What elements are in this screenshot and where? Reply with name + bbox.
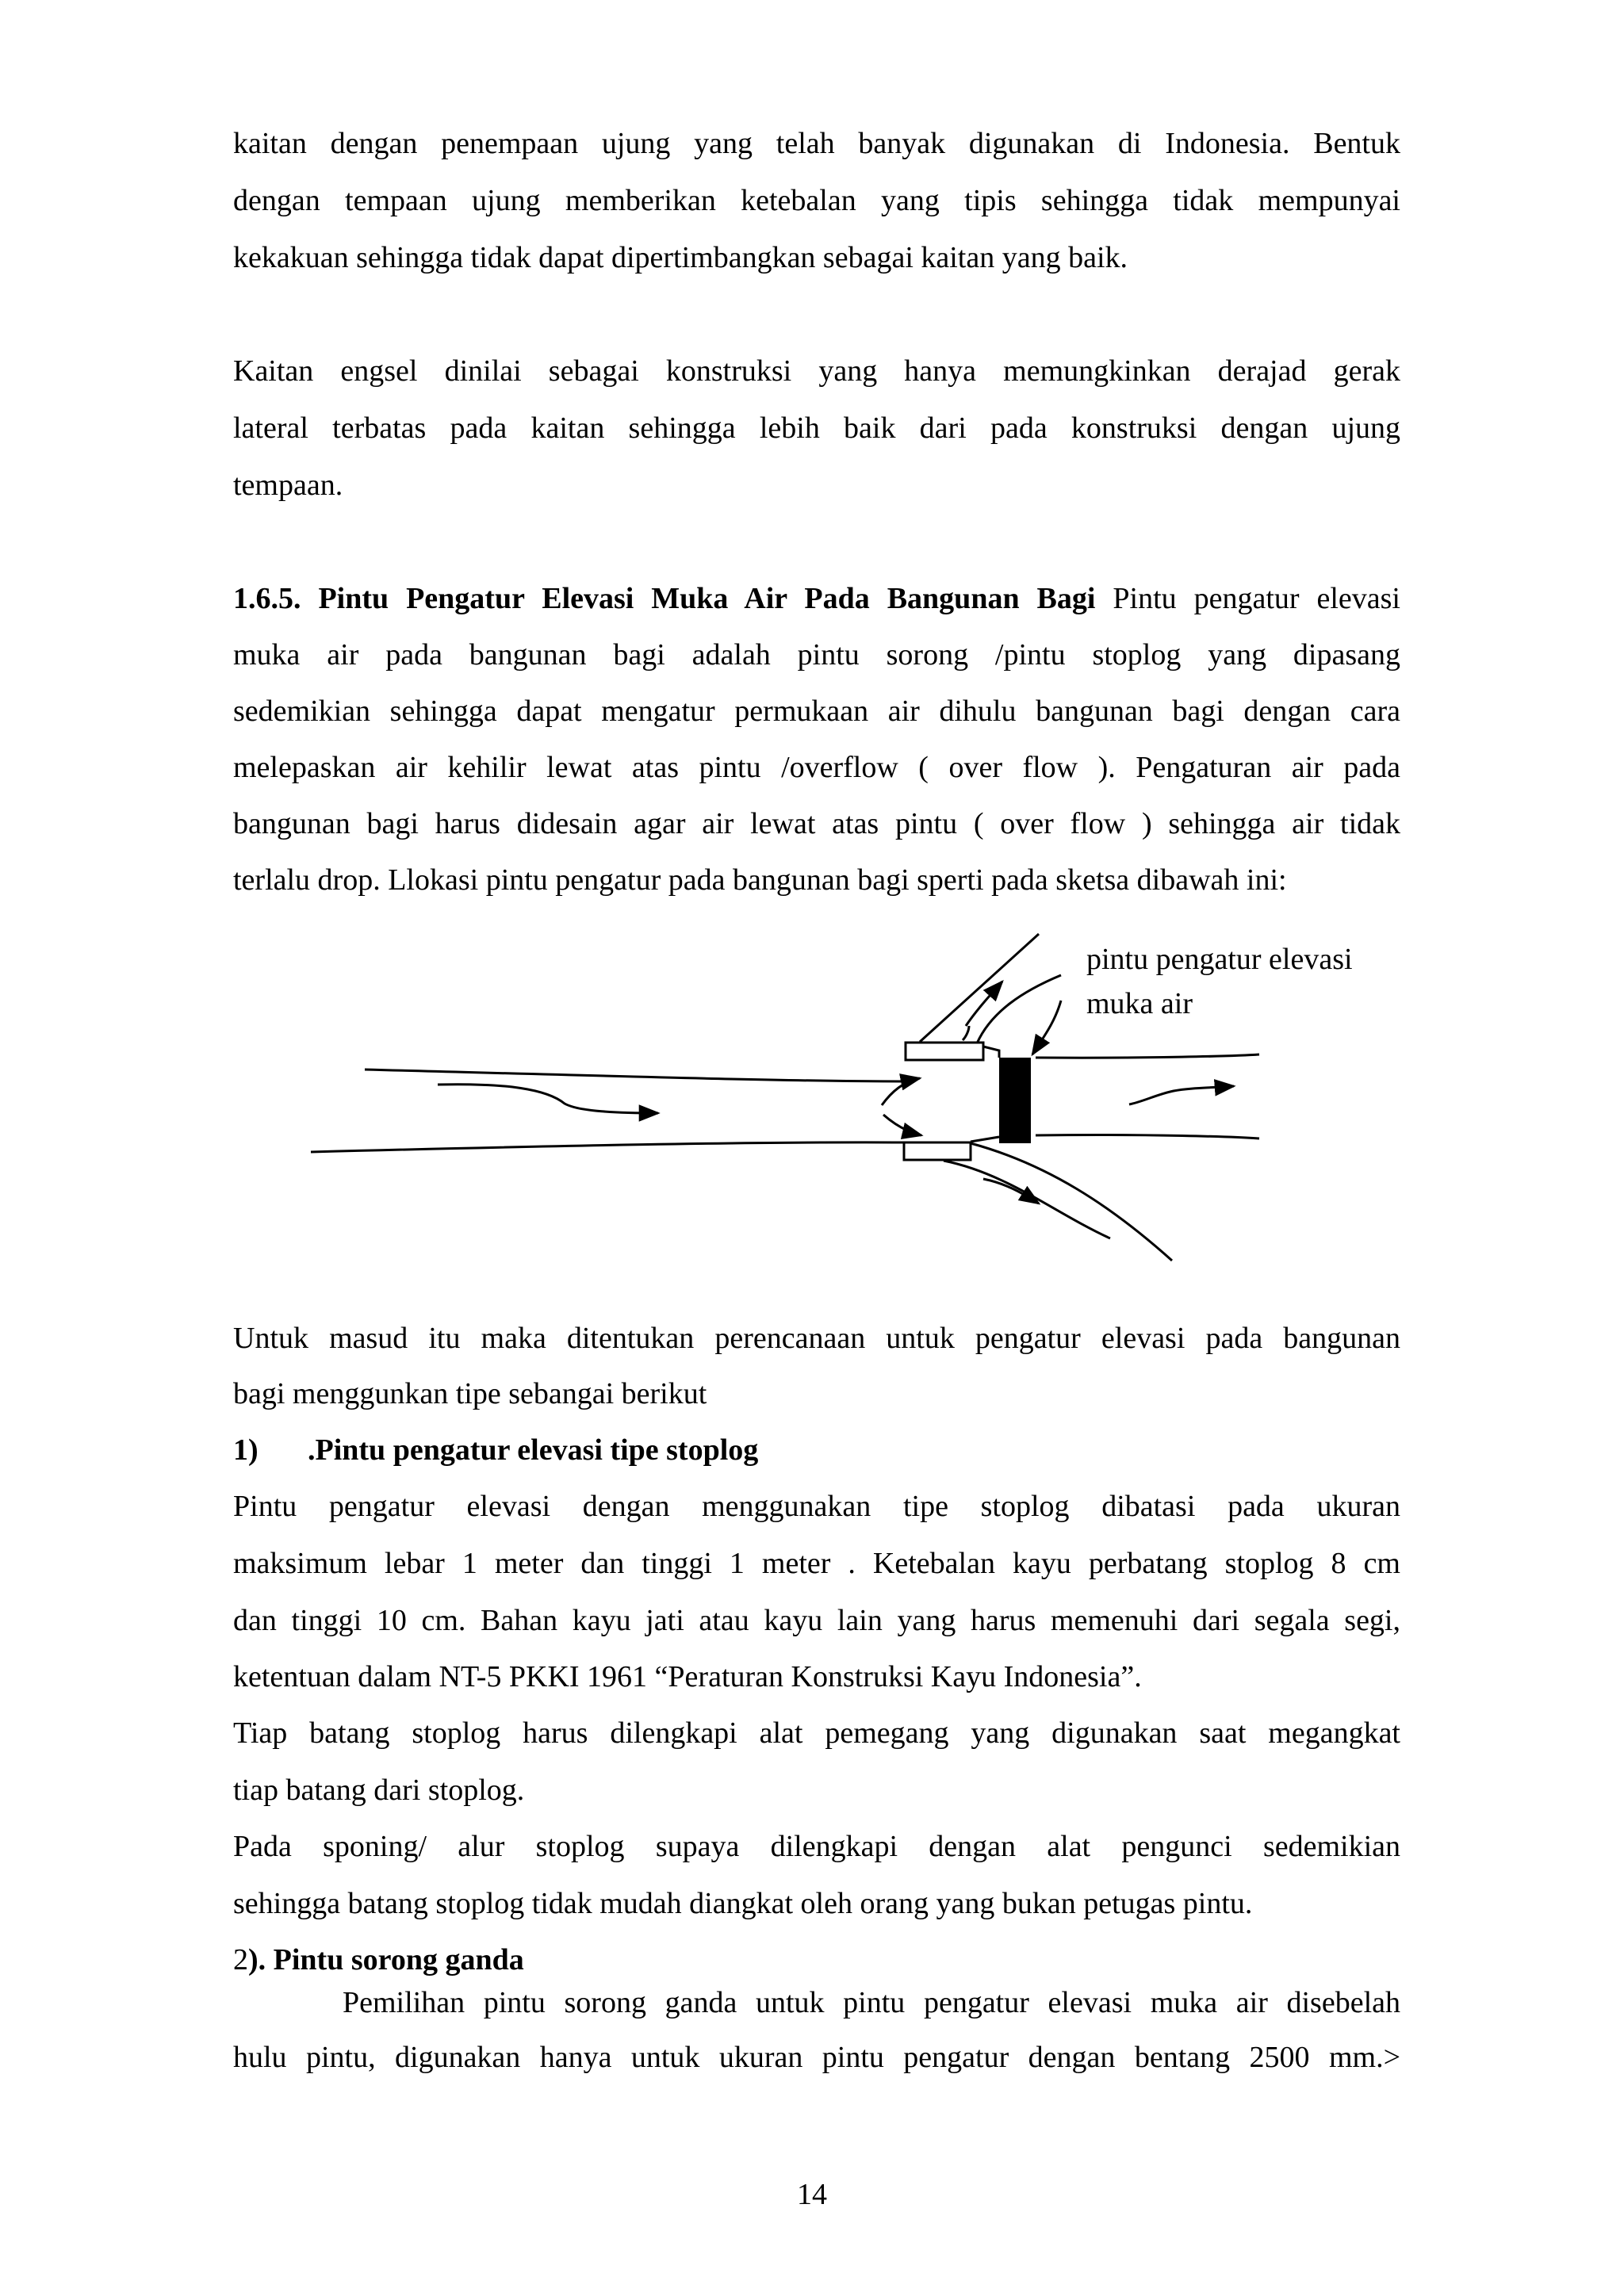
item-1-heading [233,1422,1400,1479]
page-number: 14 [797,2178,827,2211]
main-canal-upper-bank [365,1070,904,1081]
paragraph-1-line-3: kekakuan sehingga tidak dapat dipertimbangkan sebagai kaitan yang baik. [233,241,1128,274]
flow-arrow-upper-return [963,1026,969,1040]
section-heading: 1.6.5. Pintu Pengatur Elevasi Muka Air Pada Bangunan Bagi [233,582,1096,615]
paragraph-2-line-2: lateral terbatas pada kaitan sehingga lebih baik dari pada konstruksi dengan ujung [233,411,1400,445]
paragraph-6-line-1: Tiap batang stoplog harus dilengkapi alat pemegang yang digunakan saat megangkat [233,1716,1400,1750]
paragraph-4-line-2: bagi menggunkan tipe sebangai berikut [233,1377,707,1410]
item-2-number: 2 [233,1943,248,1976]
lower-branch-gate [904,1142,971,1160]
downstream-lower-bank [1036,1135,1259,1138]
gate-link-upper [977,1045,999,1058]
upper-branch-right-bank [977,975,1061,1043]
upper-branch-gate [906,1043,983,1060]
paragraph-5-line-1: Pintu pengatur elevasi dengan menggunakan tipe stoplog dibatasi pada ukuran [233,1490,1400,1523]
section-line-2: muka air pada bangunan bagi adalah pintu sorong /pintu stoplog yang dipasang [233,638,1400,672]
diagram-label [1086,937,1388,1026]
section-line-5: bangunan bagi harus didesain agar air lewat atas pintu ( over flow ) sehingga air tidak [233,807,1400,840]
upper-branch-left-bank [920,934,1039,1042]
lower-branch-right-bank [971,1143,1172,1261]
section-line-6: terlalu drop. Llokasi pintu pengatur pada bangunan bagi sperti pada sketsa dibawah ini: [233,863,1287,897]
lower-branch-left-bank [944,1161,1110,1238]
flow-arrow-to-upper-gate [882,1078,920,1105]
paragraph-1-line-1: kaitan dengan penempaan ujung yang telah banyak digunakan di Indonesia. Bentuk [233,127,1400,160]
flow-arrow-downstream [1129,1086,1234,1104]
paragraph-7-line-2: sehingga batang stoplog tidak mudah diangkat oleh orang yang bukan petugas pintu. [233,1887,1253,1920]
downstream-upper-bank [1036,1054,1259,1058]
diagram-label-line-1: pintu pengatur elevasi [1086,943,1353,976]
main-canal-lower-bank [311,1142,904,1152]
paragraph-5-line-2: maksimum lebar 1 meter dan tinggi 1 meter . Ketebalan kayu perbatang stoplog 8 cm [233,1547,1400,1580]
section-line-4: melepaskan air kehilir lewat atas pintu /overflow ( over flow ). Pengaturan air pada [233,751,1400,784]
label-pointer-arrow [1032,1001,1061,1054]
section-heading-line [233,570,1400,627]
paragraph-7-line-1: Pada sponing/ alur stoplog supaya dilengkapi dengan alat pengunci sedemikian [233,1830,1400,1863]
item-1-title: .Pintu pengatur elevasi tipe stoplog [308,1433,759,1467]
item-1-number: 1) [233,1433,259,1467]
paragraph-2-line-3: tempaan. [233,469,343,502]
section-first-line-rest: Pintu pengatur elevasi [1095,582,1400,615]
elevation-control-gate [999,1058,1031,1143]
paragraph-4-line-1: Untuk masud itu maka ditentukan perencanaan untuk pengatur elevasi pada bangunan [233,1322,1400,1355]
paragraph-8-line-2: hulu pintu, digunakan hanya untuk ukuran pintu pengatur dengan bentang 2500 mm.> [233,2041,1400,2074]
paragraph-8-line-1: Pemilihan pintu sorong ganda untuk pintu pengatur elevasi muka air disebelah [343,1986,1400,2019]
paragraph-2-line-1: Kaitan engsel dinilai sebagai konstruksi yang hanya memungkinkan derajad gerak [233,354,1400,388]
flow-arrow-main [438,1085,658,1113]
flow-arrow-lower-branch [983,1179,1039,1203]
paragraph-5-line-3: dan tinggi 10 cm. Bahan kayu jati atau kayu lain yang harus memenuhi dari segala segi, [233,1604,1400,1637]
paragraph-1-line-2: dengan tempaan ujung memberikan ketebalan yang tipis sehingga tidak mempunyai [233,184,1400,217]
section-line-3: sedemikian sehingga dapat mengatur permukaan air dihulu bangunan bagi dengan cara [233,695,1400,728]
flow-arrow-to-lower-gate [883,1115,921,1135]
flow-arrow-upper-branch [966,982,1002,1026]
gate-link-lower [971,1137,999,1142]
paragraph-5-line-4: ketentuan dalam NT-5 PKKI 1961 “Peraturan Konstruksi Kayu Indonesia”. [233,1660,1142,1693]
item-2-title: ). Pintu sorong ganda [248,1943,524,1976]
diagram-label-line-2: muka air [1086,987,1193,1020]
paragraph-6-line-2: tiap batang dari stoplog. [233,1774,525,1807]
